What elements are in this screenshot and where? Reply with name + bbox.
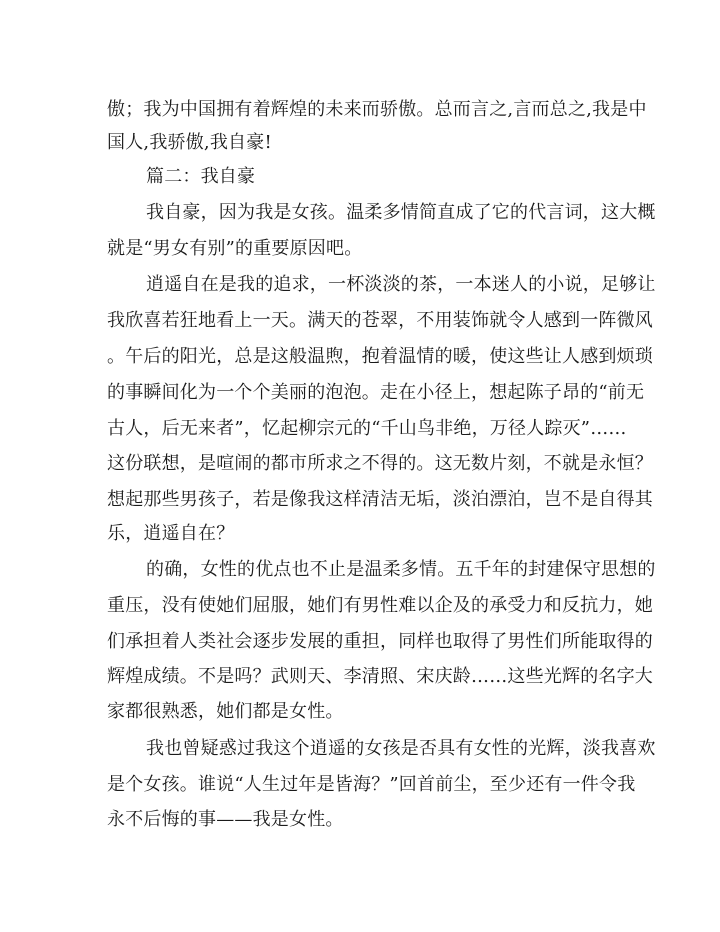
text-line: 乐，逍遥自在？ (107, 523, 235, 544)
text-line: 的事瞬间化为一个个美丽的泡泡。走在小径上，想起陈子昂的“前无 (107, 382, 645, 403)
text-line: 是个女孩。谁说“人生过年是皆海？”回首前尘，至少还有一件令我 (107, 774, 636, 795)
section-heading: 篇二：我自豪 (146, 166, 256, 187)
text-line: 家都很熟悉，她们都是女性。 (107, 701, 344, 722)
text-line: 古人，后无来者”，忆起柳宗元的“千山鸟非绝，万径人踪灭”…… (107, 418, 627, 439)
text-line: 我欣喜若狂地看上一天。满天的苍翠，不用装饰就令人感到一阵微风 (107, 310, 653, 331)
text-line: 逍遥自在是我的追求，一杯淡淡的茶，一本迷人的小说，足够让 (146, 274, 656, 295)
text-line: 我自豪，因为我是女孩。温柔多情简直成了它的代言词，这大概 (146, 202, 656, 223)
text-line: 辉煌成绩。不是吗？武则天、李清照、宋庆龄……这些光辉的名字大 (107, 666, 653, 687)
text-line: 傲；我为中国拥有着辉煌的未来而骄傲。总而言之,言而总之,我是中 (107, 99, 647, 120)
text-line: 永不后悔的事——我是女性。 (107, 809, 344, 830)
text-line: 想起那些男孩子，若是像我这样清洁无垢，淡泊漂泊，岂不是自得其 (107, 489, 653, 510)
text-line: 们承担着人类社会逐步发展的重担，同样也取得了男性们所能取得的 (107, 631, 653, 652)
text-line: 重压，没有使她们屈服，她们有男性难以企及的承受力和反抗力，她 (107, 595, 653, 616)
text-line: 我也曾疑惑过我这个逍遥的女孩是否具有女性的光辉，淡我喜欢 (146, 738, 656, 759)
text-line: 这份联想，是喧闹的都市所求之不得的。这无数片刻，不就是永恒？ (107, 453, 653, 474)
text-line: 。午后的阳光，总是这般温煦，抱着温情的暖，使这些让人感到烦琐 (107, 346, 653, 367)
text-line: 国人,我骄傲,我自豪! (107, 132, 272, 153)
text-line: 的确，女性的优点也不止是温柔多情。五千年的封建保守思想的 (146, 559, 656, 580)
text-line: 就是“男女有别”的重要原因吧。 (107, 238, 363, 259)
